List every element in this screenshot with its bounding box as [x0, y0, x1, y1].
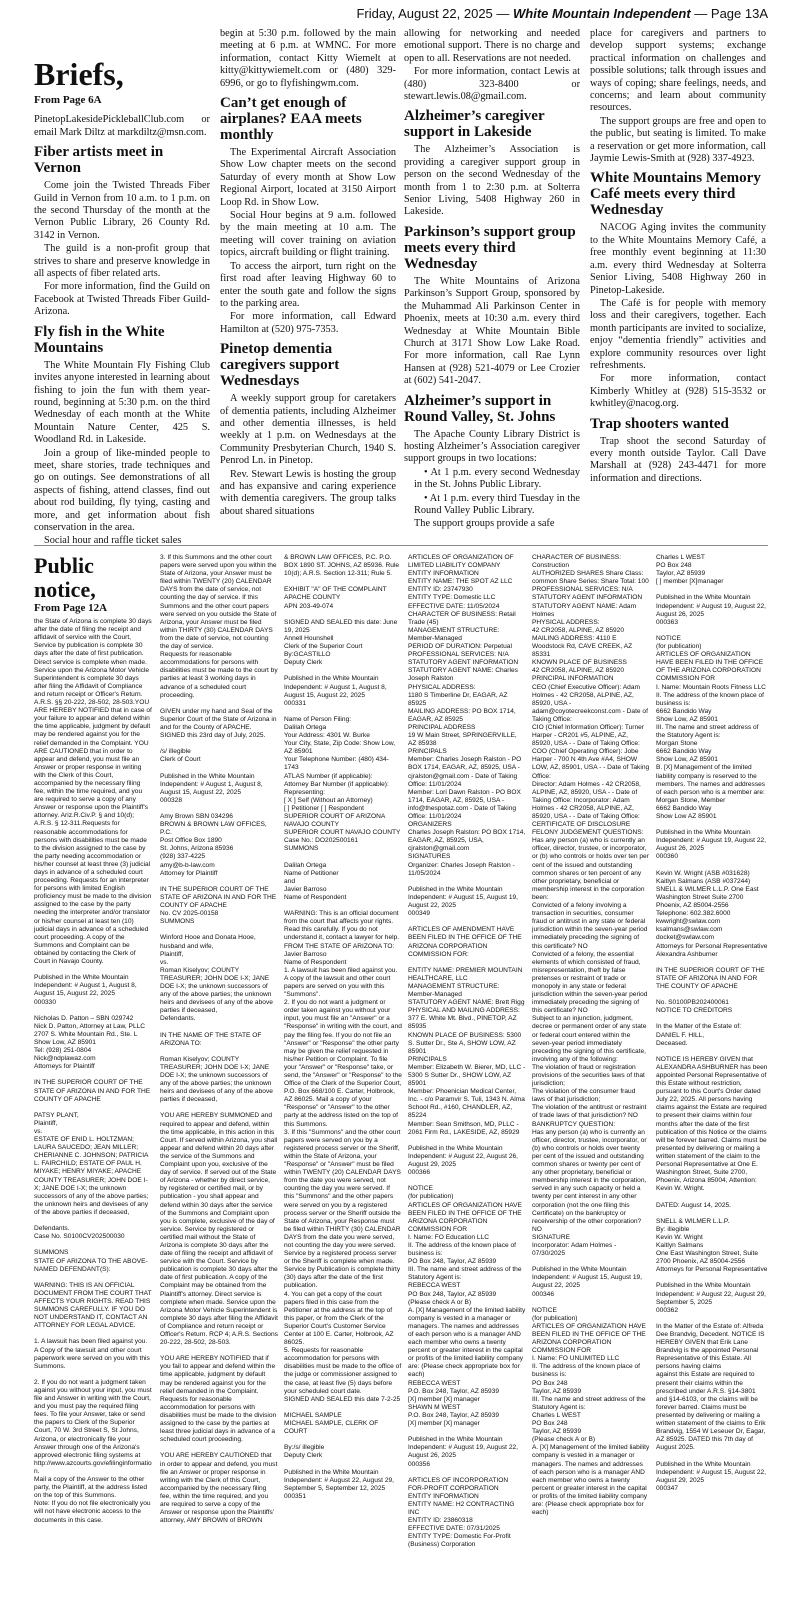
dementia-paragraph: Rev. Stewart Lewis is hosting the group and has expansive and caring experience with dementia caregivers. The group talks about shared situations	[220, 468, 396, 517]
header-page-number: — Page 13A	[690, 6, 768, 21]
list-item: • At 1 p.m. every third Tuesday in the Round Valley Public Library.	[414, 492, 580, 516]
alzheimers-lakeside-paragraph: The Alzheimer’s Association is providing a caregiver support group in person on the second Wednesday of the month from 1 to 2:30 p.m. at Solterra Senior Living, 5408 Highway 260 in Lakeside.	[404, 144, 580, 218]
dementia-contact: For more information, contact Lewis at (480) 323-8400 or stewart.lewis.08@gmail.com.	[404, 66, 580, 103]
parkinsons-headline: Parkinson’s support group meets every third Wednesday	[404, 223, 576, 272]
fly-fish-paragraph: Social hour and raffle ticket sales	[44, 535, 182, 547]
dementia-continued: allowing for networking and needed emotional support. There is no charge and open to all. Reservations are not needed.	[404, 28, 580, 64]
public-notice-column-2: 3. If this Summons and the other court papers were served upon you within the State of Arizona, your Answer must be filed within TWENTY (20) CALENDAR DAYS from the date of service, not counting the day of service. If this Summons and the other court papers were served on you outside the State of Arizona, your Answer must be filed within THIRTY (30) CALENDAR DAYS from the date of service, not counting the day of service. Requests for reasonable accommodations for persons with disabilities must be made to the court by parties at least 3 working days in advance of a scheduled court proceeding. GIVEN under my hand and Seal of the Superior Court of the State of Arizona in and for the County of APACHE. SIGNED this 23rd day of July, 2025. /s/ illegible Clerk of Court Published in the White Mountain Independent: # August 1, August 8, August 15, August 22, 2025 000328 Amy Brown SBN 034296 BROWN & BROWN LAW OFFICES, P.C. Post Office Box 1890 St. Johns, Arizona 85936 (928) 337-4225 amy@b-b-law.com Attorney for Plaintiff IN THE SUPERIOR COURT OF THE STATE OF ARIZONA IN AND FOR THE COUNTY OF APACHE No. CV 2025-00158 SUMMONS Winford Hooe and Donata Hooe, husband and wife, Plaintiff, vs. Roman Kiselyov; COUNTY TREASURER; JOHN DOE I-X; JANE DOE I-X; the unknown successors of any of the above parties; the unknown heirs and devisees of any of the above parties if deceased, Defendants. IN THE NAME OF THE STATE OF ARIZONA TO: Roman Kiselyov; COUNTY TREASURER; JOHN DOE I-X; JANE DOE I-X; the unknown successors of any of the above parties; the unknown heirs and devisees of any of the above parties if deceased, YOU ARE HEREBY SUMMONED and required to appear and defend, within the time applicable, in this action in this Court. If served within Arizona, you shall appear and defend within 20 days after the service of the Summons and Complaint upon you, exclusive of the day of service. If served out of the State of Arizona - whether by direct service, by registered or certified mail, or by publication - you shall appear and defend within 30 days after the service of the Summons and Complaint upon you is complete, exclusive of the day of service. Service by registered or certified mail without the State of Arizona is complete 30 days after the date of filing the receipt and affidavit of service with the Court. Service by publication is complete 30 days after the date of first publication. A copy of the Complaint may be obtained from the Plaintiff's attorney. Direct service is complete when made. Service upon the Arizona Motor Vehicle Superintendent is complete 30 days after filing the Affidavit of Compliance and return receipt or Officer's Return. RCP 4; A.R.S. Sections 20-222, 28-502, 28-503. YOU ARE HEREBY NOTIFIED that if you fail to appear and defend within the time applicable, judgment by default may be rendered against you for the relief demanded in the Complaint. Requests for reasonable accommodation for persons with disabilities must be made to the division assigned to the case by the parties at least three judicial days in advance of a scheduled court proceeding. YOU ARE HEREBY CAUTIONED that in order to appear and defend, you must file an Answer or proper response in writing with the Clerk of this Court, accompanied by the necessary filing fee, within the time required, and you are required to serve a copy of the Answer or response upon the Plaintiffs' attorney, AMY BROWN of BROWN	[160, 554, 278, 1525]
eaa-headline: Can’t get enough of airplanes? EAA meets monthly	[220, 95, 362, 144]
briefs-title: Briefs,	[34, 56, 124, 92]
public-notice-column-5: CHARACTER OF BUSINESS: Construction AUTHORIZED SHARES Share Class: common Share Series: Share Total: 100 PROFESSIONAL SERVICES: N/A STATUTORY AGENT INFORMATION STATUTORY AGENT NAME: Adam Holmes PHYSICAL ADDRESS: 42 CR2058, ALPINE, AZ 85920 MAILING ADDRESS: 4110 E Woodstock Rd, CAVE CREEK, AZ 85331 KNOWN PLACE OF BUSINESS 42 CR2058, ALPINE, AZ 85920 PRINCIPAL INFORMATION CEO (Chief Executive Officer): Adam Holmes - 42 CR2058, ALPINE, AZ, 85920, USA - adam@coyotecreekconst.com - Date of Taking Office: CIO (Chief Information Officer): Turner Harper - CR201 #5, ALPINE, AZ, 85920, USA - - Date of Taking Office: COO (Chief Operating Officer): Jobe Harper - 700 N 4th Ave #A4, SHOW LOW, AZ, 85901, USA - - Date of Taking Office: Director: Adam Holmes - 42 CR2058, ALPINE, AZ, 85920, USA - - Date of Taking Office: Incorporator: Adam Holmes - 42 CR2058, ALPINE, AZ, 85920, USA - - Date of Taking Office: CERTIFICATE OF DISCLOSURE FELONY JUDGEMENT QUESTIONS: Has any person (a) who is currently an officer, director, trustee, or incorporator, or (b) who controls or holds over ten per cent of the issued and outstanding common shares or ten percent of any other proprietary, beneficial or membership interest in the corporation been: Convicted of a felony involving a transaction in securities, consumer fraud or antitrust in any state or federal jurisdiction within the seven-year period immediately preceding the signing of this certificate? NO Convicted of a felony, the essential elements of which consisted of fraud, misrepresentation, theft by false pretenses or restraint of trade or monopoly in any state or federal jurisdiction within the seven-year period immediately preceding the signing of this certificate? NO Subject to an injunction, judgment, decree or permanent order of any state or federal court entered within the seven-year period immediately preceding the signing of this certificate, involving any of the following: The violation of fraud or registration provisions of the securities laws of that jurisdiction; The violation of the consumer fraud laws of that jurisdiction; The violation of the antitrust or restraint of trade laws of that jurisdiction? NO BANKRUPTCY QUESTION: Has any person (a) who is currently an officer, director, trustee, incorporator, or (b) who controls or holds over twenty per cent of the issued and outstanding common shares or twenty per cent of any other proprietary, beneficial or membership interest in the corporation, served in any such capacity or held a twenty per cent interest in any other corporation (not the one filing this Certificate) on the bankruptcy or receivership of the other corporation? NO SIGNATURE Incorporator: Adam Holmes - 07/30/2025 Published in the White Mountain Independent: # August 15, August 19, August 22, 2025 000346 NOTICE (for publication) ARTICLES OF ORGANIZATION HAVE BEEN FILED IN THE OFFICE OF THE ARIZONA CORPORATION COMMISSION FOR I. Name: FO UNLIMITED LLC II. The address of the known place of business is: PO Box 248 Taylor, AZ 85939 III. The name and street address of the Statutory Agent is: Charles L WEST PO Box 248 Taylor, AZ 85939 (Please check A or B) A. [X] Management of the limited liability company is vested in a manager or managers. The names and addresses of each person who is a manager AND each member who owns a twenty percent or greater interest in the capital or profits of the limited liability company are: (Please check appropriate box for each)	[532, 554, 650, 1517]
fiber-artists-paragraph: For more information, find the Guild on Facebook at Twisted Threads Fiber Guild-Arizona.	[34, 281, 210, 318]
header-paper-name: White Mountain Independent	[513, 6, 691, 21]
alzheimers-round-valley-paragraph: The Apache County Library District is hosting Alzheimer’s Association caregiver support groups in two locations:	[404, 428, 580, 465]
briefs-column-1	[34, 28, 210, 547]
public-notice-column-1	[34, 554, 152, 1614]
dementia-paragraph: A weekly support group for caretakers of dementia patients, including Alzheimer and other dementia illnesses, is held weekly at 1 p.m. on Wednesdays at the Community Presbyterian Church, 1940 S. Penrod Ln. in Pinetop.	[220, 393, 396, 467]
briefs-column-4	[590, 28, 766, 543]
header-date: Friday, August 22, 2025 —	[356, 6, 514, 21]
trap-shooters-paragraph: Trap shoot the second Saturday of every month outside Taylor. Call Dave Marshall at (928) 243-4471 for more information and directions.	[590, 435, 766, 484]
list-item-text: At 1 p.m. every second Wednesday in the St. Johns Public Library.	[414, 466, 580, 491]
public-notice-title: Public notice,	[34, 553, 96, 602]
eaa-paragraph: For more information, call Edward Hamilton at (520) 975-7353.	[220, 311, 396, 335]
briefs-jump-label: From Page 6A	[34, 94, 102, 106]
memory-cafe-paragraph: NACOG Aging invites the community to the White Mountains Memory Café, a free monthly event beginning at 11:30 a.m. every third Wednesday at Solterra Senior Living, 5408 Highway 260 in Pinetop-Lakeside.	[590, 222, 766, 296]
memory-cafe-paragraph: For more information, contact Kimberly Whitley at (928) 515-3532 or kwhitley@nacog.org.	[590, 373, 766, 410]
fiber-artists-paragraph: Come join the Twisted Threads Fiber Guild in Vernon from 10 a.m. to 1 p.m. on the second Thursday of the month at the Vernon Public Library, 26 County Rd. 3142 in Vernon.	[34, 180, 210, 241]
eaa-paragraph: The Experimental Aircraft Association Show Low chapter meets on the second Saturday of every month at Show Low Regional Airport, located at 3150 Airport Loop Rd. in Show Low.	[220, 147, 396, 208]
alzheimers-lakeside-headline: Alzheimer’s caregiver support in Lakeside	[404, 108, 545, 141]
fly-fish-continued: begin at 5:30 p.m. followed by the main meeting at 6 p.m. at WMNC. For more information, contact Kitty Wiemelt at kitty@kittywiemelt.com or (480) 329-6996, or go to flyfishingwm.com.	[220, 28, 396, 89]
pickleball-contact: PinetopLakesidePickleballClub.com or email Mark Diltz at markdiltz@msn.com.	[34, 114, 210, 138]
eaa-paragraph: To access the airport, turn right on the first road after leaving Highway 60 to enter the south gate and follow the signs to the parking area.	[220, 260, 396, 309]
briefs-column-2	[220, 28, 396, 543]
parkinsons-paragraph: The White Mountains of Arizona Parkinson’s Support Group, sponsored by the Muhammad Ali Parkinson Center in Phoenix, meets at 10:30 a.m. every third Wednesday at White Mountain Bible Church at 3171 Show Low Lake Road. For more information, call Rae Lynn Hansen at (928) 521-4079 or Lee Crozier at (602) 541-2047.	[404, 275, 580, 387]
public-notice-jump-label: From Page 12A	[34, 602, 108, 614]
fly-fish-headline: Fly fish in the White Mountains	[34, 323, 165, 356]
eaa-paragraph: Social Hour begins at 9 a.m. followed by the main meeting at 10 a.m. The meeting will cover training on aviation topics, aircraft building or flight training.	[220, 210, 396, 259]
trap-shooters-headline: Trap shooters wanted	[590, 415, 729, 432]
public-notice-column-6: Charles L WEST PO Box 248 Taylor, AZ 85939 [ ] member [X]manager Published in the White Mountain Independent: # August 19, August 22, August 26, 2025 000363 NOTICE (for publication) ARTICLES OF ORGANIZATION HAVE BEEN FILED IN THE OFFICE OF THE ARIZONA CORPORATION COMMISSION FOR I. Name: Mountain Roots Fitness LLC II. The address of the known place of business is: 6662 Bandido Way Show Low, AZ 85901 III. The name and street address of the Statutory Agent is: Morgan Stone 6662 Bandido Way Show Low, AZ 85901 B. [X] Management of the limited liability company is reserved to the members. The names and addresses of each person who is a member are: Morgan Stone, Member 6662 Bandido Way Show Low AZ 85901 Published in the White Mountain Independent: # August 19, August 22, August 26, 2025 000360 Kevin W. Wright (ASB #031628) Kaitlyn Salmans (ASB #037244) SNELL & WILMER L.L.P. One East Washington Street Suite 2700 Phoenix, AZ 85004-2556 Telephone: 602.382.6000 kwwright@swlaw.com ksalmans@swlaw.com docket@swlaw.com Attorneys for Personal Representative Alexandra Ashburner IN THE SUPERIOR COURT OF THE STATE OF ARIZONA IN AND FOR THE COUNTY OF APACHE No. S0100PB202400061 NOTICE TO CREDITORS In the Matter of the Estate of: DANIEL F. HILL, Deceased. NOTICE IS HEREBY GIVEN that ALEXANDRA ASHBURNER has been appointed Personal Representative of this Estate without restriction, pursuant to this Court's Order dated July 22, 2025. All persons having claims against the Estate are required to present their claims within four months after the date of the first publication of this Notice or the claims will be forever barred. Claims must be presented by delivering or mailing a written statement of the claim to the Personal Representative at One E. Washington Street, Suite 2700, Phoenix, Arizona 85004, Attention: Kevin W. Wright. DATED: August 14, 2025. SNELL & WILMER L.L.P. By: illegible Kevin W. Wright Kaitlyn Salmans One East Washington Street, Suite 2700 Phoenix, AZ 85004-2556 Attorneys for Personal Representative Published in the White Mountain Independent: # August 22, August 29, September 5, 2025 000362 In the Matter of the Estate of: Alfreda Dee Brandvig, Decedent. NOTICE IS HEREBY GIVEN that Erik Lane Brandvig is the appointed Personal Representative of this Estate. All persons having claims against this Estate are required to present their claims within the prescribed under A.R.S. §14-3801 and §14-6103, or the claims will be forever barred. Claims must be presented by delivering or mailing a written statement of the claims to Erik Brandvig, 1554 W Leseuer Dr, Eagar, AZ 85925. DATED this 7th day of August 2025. Published in the White Mountain Independent: # August 15, August 22, August 29, 2025 000347	[656, 554, 768, 1492]
fiber-artists-headline: Fiber artists meet in Vernon	[34, 144, 164, 177]
alzheimers-round-valley-paragraph: The support groups are free and open to the public, but seating is limited. To make a reservation or get more information, call Jaymie Lewis-Smith at (928) 337-4923.	[590, 115, 766, 165]
list-item-text: At 1 p.m. every third Tuesday in the Round Valley Public Library.	[414, 492, 580, 516]
page-header	[0, 6, 768, 21]
public-notice-column-4: ARTICLES OF ORGANIZATION OF LIMITED LIABILITY COMPANY ENTITY INFORMATION ENTITY NAME: THE SPOT AZ LLC ENTITY ID: 23747930 ENTITY TYPE: Domestic LLC EFFECTIVE DATE: 11/05/2024 CHARACTER OF BUSINESS: Retail Trade (45) MANAGEMENT STRUCTURE: Member-Managed PERIOD OF DURATION: Perpetual PROFESSIONAL SERVICES: N/A STATUTORY AGENT INFORMATION STATUTORY AGENT NAME: Charles Joseph Ralston PHYSICAL ADDRESS: 1180 S Timberline Dr, EAGAR, AZ 85925 MAILING ADDRESS: PO BOX 1714, EAGAR, AZ 85925 PRINCIPAL ADDRESS 19 W Main Street, SPRINGERVILLE, AZ 85938 PRINCIPALS Member: Charles Joseph Ralston - PO BOX 1714, EAGAR, AZ, 85925, USA - cjralston@gmail.com - Date of Taking Office: 11/01/2024 Member: Lori Dawn Ralston - PO BOX 1714, EAGAR, AZ, 85925, USA - info@thespotaz.com - Date of Taking Office: 11/01/2024 ORGANIZERS Charles Joseph Ralston: PO BOX 1714, EAGAR, AZ, 85925, USA, cjralston@gmail.com SIGNATURES Organizer: Charles Joseph Ralston - 11/05/2024 Published in the White Mountain Independent: # August 15, August 19, August 22, 2025 000349 ARTICLES OF AMENDMENT HAVE BEEN FILED IN THE OFFICE OF THE ARIZONA CORPORATION COMMISSION FOR: ENTITY NAME: PREMIER MOUNTAIN HEALTHCARE, LLC MANAGEMENT STRUCTURE: Member-Managed STATUTORY AGENT NAME: Brett Rigg PHYSICAL AND MAILING ADDRESS: 377 E. White Mt. Blvd., PINETOP, AZ 85935 KNOWN PLACE OF BUSINESS: 5300 S. Sutter Dr., Ste A, SHOW LOW, AZ 85901 PRINCIPALS Member: Elizabeth W. Bierer, MD, LLC - 5300 S Sutter Dr., SHOW LOW, AZ 85901 Member: Phoenician Medical Center, Inc. - c/o Paramvir S. Tuli, 1343 N. Alma School Rd., #160, CHANDLER, AZ, 85224 Member: Sean Smithson, MD, PLLC - 2061 Firm Rd., LAKESIDE, AZ, 85929 Published in the White Mountain Independent: # August 22, August 26, August 29, 2025 000366 NOTICE (for publication) ARTICLES OF ORGANIZATION HAVE BEEN FILED IN THE OFFICE OF THE ARIZONA CORPORATION COMMISSION FOR I. Name: FO Education LLC II. The address of the known place of business is: PO Box 248, Taylor, AZ 85939 III. The name and street address of the Statutory Agent is: REBECCA WEST PO Box 248, Taylor, AZ 85939 (Please check A or B) A. [X] Management of the limited liability company is vested in a manager or managers. The names and addresses of each person who is a manager AND each member who owns a twenty percent or greater interest in the capital or profits of the limited liability company are: (Please check appropriate box for each) REBECCA WEST P.O. Box 248, Taylor, AZ 85939 [X] member [X] manager SHAWN M WEST P.O. Box 248, Taylor, AZ 85939 [X] member [X] manager Published in the White Mountain Independent: # August 19, August 22, August 26, 2025 000356 ARTICLES OF INCORPORATION FOR-PROFIT CORPORATION ENTITY INFORMATION ENTITY NAME: H2 CONTRACTING INC ENTITY ID: 23860318 EFFECTIVE DATE: 07/31/2025 ENTITY TYPE: Domestic For-Profit (Business) Corporation	[408, 554, 526, 1549]
list-item: • At 1 p.m. every second Wednesday in the St. Johns Public Library.	[414, 466, 580, 491]
alzheimers-round-valley-continued: place for caregivers and partners to develop support systems; exchange practical information on challenges and possible solutions; talk through issues and ways of coping; share feelings, needs, and concerns; and learn about community resources.	[590, 28, 766, 114]
dementia-headline: Pinetop dementia caregivers support Wednesdays	[220, 341, 340, 390]
memory-cafe-paragraph: The Café is for people with memory loss and their caregivers, together. Each month participants are invited to socialize, enjoy “dementia friendly” activities and explore community resources over light refreshments.	[590, 297, 766, 371]
briefs-column-3	[404, 28, 580, 543]
section-divider	[34, 545, 768, 546]
fly-fish-paragraph: The White Mountain Fly Fishing Club invites anyone interested in learning about fishing to join the fun with them year-round, beginning at 5:30 p.m. on the third Wednesday of each month at the White Mountain Nature Center, 425 S. Woodland Rd. in Lakeside.	[34, 359, 210, 446]
fly-fish-paragraph: Join a group of like-minded people to meet, share stories, trade techniques and go on outings. See demonstrations of all aspects of fishing, attend classes, find out about rod building, fly tying, casting and more, and get information about fish conservation in the area.	[34, 447, 210, 533]
memory-cafe-headline: White Mountains Memory Café meets every third Wednesday	[590, 170, 761, 219]
fiber-artists-paragraph: The guild is a non-profit group that strives to share and preserve knowledge in all aspects of fiber related arts.	[34, 243, 210, 280]
alzheimers-round-valley-headline: Alzheimer’s support in Round Valley, St. Johns	[404, 392, 556, 425]
legal-notice-text: the State of Arizona is complete 30 days after the date of filing the receipt and affidavit of service with the Court, Service by publication is complete 30 days after the date of first publication. Direct service is complete when made. Service upon the Arizona Motor Vehicle Superintendent is complete 30 days after filing the Affidavit of Compliance and return receipt or Officer's Return. A.R.S. §§ 20-222, 28-502, 28-503.YOU ARE HEREBY NOTIFIED that in case of your failure to appear and defend within the time applicable, judgment by default may be rendered against you for the relief demanded in the Complaint. YOU ARE CAUTIONED that in order to appear and defend, you must file an Answer or proper response in writing with the Clerk of this Court, accompanied by the necessary filing fee, within the time required, and you are required to serve a copy of any Answer or response upon the Plaintiff's attorney. Ariz.R.Civ.P. § and 10(d); A.R.S. § 12-311.Requests for reasonable accommodations for persons with disabilities must be made to the division assigned to the case by the party needing accommodation or his/her counsel at least three (3) judicial days in advance of a scheduled court proceeding. Requests for an interpreter for persons with limited English proficiency must be made to the division assigned to the case by the party needing the interpreter and/or translator or his/her counsel at least ten (10) judicial days in advance of a scheduled court proceeding. A copy of the Summons and Complaint can be obtained by contacting the Clerk of Court in Navajo County. Published in the White Mountain Independent: # August 1, August 8, August 15, August 22, 2025 000330 Nicholas D. Patton – SBN 029742 Nick D. Patton, Attorney at Law, PLLC 2707 S. White Mountain Rd., Ste. L Show Low, AZ 85901 Tel: (928) 251-0804 Nick@ndplawaz.com Attorneys for Plaintiff IN THE SUPERIOR COURT OF THE STATE OF ARIZONA IN AND FOR THE COUNTY OF APACHE PATSY PLANT, Plaintiff, vs. ESTATE OF ENID L. HOLTZMAN; LAURA SAUCEDO; JEAN MILLER; CHERIANNE C. JOHNSON; PATRICIA L. FAIRCHILD; ESTATE OF PAUL H. MIYAKE; HENRY MIYAKE; APACHE COUNTY TREASURER; JOHN DOE I-X; JANE DOE I-X; the unknown successors of any of the above parties; the unknown heirs and devisees of any of the above parties if deceased, Defendants. Case No. S0100CV202500030 SUMMONS STATE OF ARIZONA TO THE ABOVE-NAMED DEFENDANT(S): WARNING: THIS IS AN OFFICIAL DOCUMENT FROM THE COURT THAT AFFECTS YOUR RIGHTS. READ THIS SUMMONS CAREFULLY. IF YOU DO NOT UNDERSTAND IT, CONTACT AN ATTORNEY FOR LEGAL ADVICE. 1. A lawsuit has been filed against you. A Copy of the lawsuit and other court paperwork were served on you with this Summons. 2. If you do not want a judgment taken against you without your input, you must file and Answer in writing with the Court, and you must pay the required filing fees. To file your Answer, take or send the papers to Clerk of the Superior Court, 70 W. 3rd Street S, St Johns, Arizona, or electronically file your Answer through one of the Arizona's approved electronic filing systems at http://www.azcourts.gov/efilinginformation. Mail a copy of the Answer to the other party, the Plaintiff, at the address listed on the top of this Summons. Note: If you do not file electronically you will not have electronic access to the documents in this case.	[34, 618, 152, 1524]
alzheimers-round-valley-paragraph: The support groups provide a safe	[414, 518, 555, 530]
public-notice-column-3: & BROWN LAW OFFICES, P.C. P.O. BOX 1890 ST. JOHNS, AZ 85936. Rule 10(d); A.R.S. Section 12-311; Rule 5. EXHIBIT "A" OF THE COMPLAINT APACHE COUNTY APN 203-49-074 SIGNED AND SEALED this date: June 19, 2025 Annell Hounshell Clerk of the Superior Court By:GCASTILLO Deputy Clerk Published in the White Mountain Independent: # August 1, August 8, August 15, August 22, 2025 000331 Name of Person Filing: Dalilah Ortega Your Address: 4301 W. Burke Your City, State, Zip Code: Show Low, AZ 85901 Your Telephone Number: (480) 434-1743 ATLAS Number (if applicable): Attorney Bar Number (if applicable): Representing: [ X ] Self (Without an Attorney) [ ] Petitioner [ ] Respondent SUPERIOR COURT OF ARIZONA NAVAJO COUNTY SUPERIOR COURT NAVAJO COUNTY Case No.: DO202500161 SUMMONS Dalilah Ortega Name of Petitioner and Javier Barroso Name of Respondent WARNING: This is an official document from the court that affects your rights. Read this carefully. If you do not understand it, contact a lawyer for help. FROM THE STATE OF ARIZONA TO: Javier Barroso Name of Respondent 1. A lawsuit has been filed against you. A copy of the lawsuit and other court papers are served on you with this "Summons". 2. If you do not want a judgment or order taken against you without your input, you must file an "Answer" or a "Response" in writing with the court, and pay the filing fee. If you do not file an "Answer" or "Response" the other party may be given the relief requested in his/her Petition or Complaint. To file your "Answer" or "Response" take, or send, the "Answer" or "Response" to the Office of the Clerk of the Superior Court, P.O. Box 668/100 E. Carter, Holbrook, AZ 86025. Mail a copy of your "Response" or "Answer" to the other party at the address listed on the top of this Summons. 3. If this "Summons" and the other court papers were served on you by a registered process server or the Sheriff, within the State of Arizona, your "Response" or "Answer" must be filed within TWENTY (20) CALENDAR DAYS from the date you were served, not counting the day you were served. If this "Summons" and the other papers were served on you by a registered process server or the Sheriff outside the State of Arizona, your Response must be filed within THIRTY (30) CALENDAR DAYS from the date you were served, not counting the day you were served. Service by a registered process server or the Sheriff is complete when made. Service by Publication is complete thirty (30) days after the date of the first publication. 4. You can get a copy of the court papers filed in this case from the Petitioner at the address at the top of this paper, or from the Clerk of the Superior Court's Customer Service Center at 100 E. Carter, Holbrook, AZ 86025. 5. Requests for reasonable accommodation for persons with disabilities must be made to the office of the judge or commissioner assigned to the case, at least five (5) days before your scheduled court date. SIGNED AND SEALED this date 7-2-25 MICHAEL SAMPLE MICHAEL SAMPLE, CLERK OF COURT By:/s/ illegible Deputy Clerk Published in the White Mountain Independent: # August 22, August 29, September 5, September 12, 2025 000351	[284, 554, 402, 1500]
